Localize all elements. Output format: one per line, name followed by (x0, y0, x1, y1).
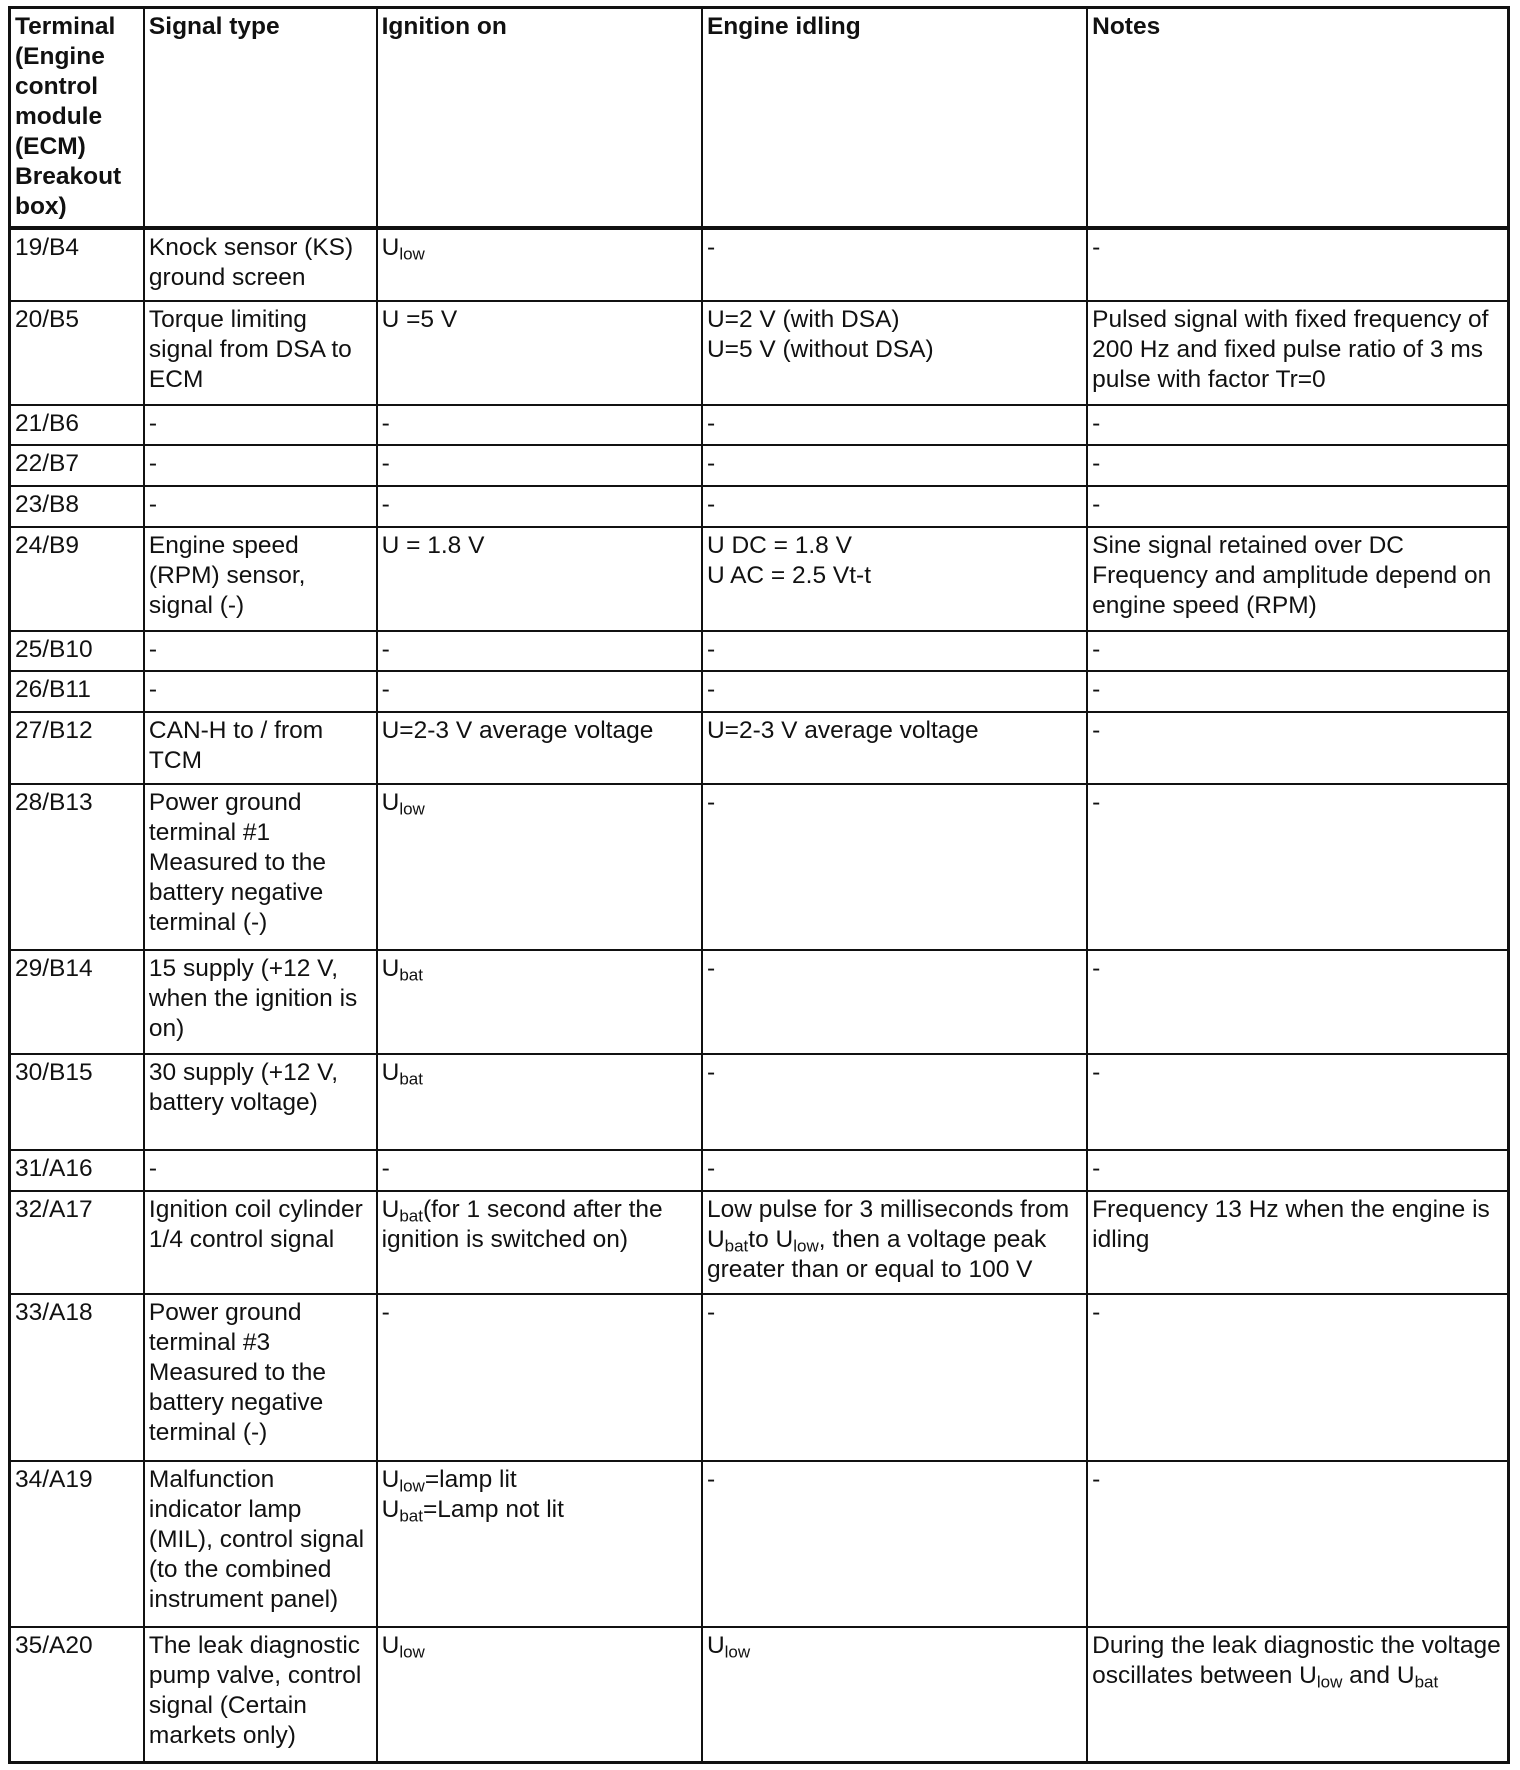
cell-idle: Low pulse for 3 milliseconds from $U_{bat}to$ $U_{low}$, then a voltage peak greater than or equal to 100 V (702, 1191, 1087, 1295)
cell-terminal: 23/B8 (10, 486, 144, 527)
header-row (10, 8, 1509, 229)
table-row (10, 1294, 1509, 1460)
cell-ignition: $U_{bat}(for$ 1 second after the ignition is switched on) (377, 1191, 702, 1295)
cell-ignition: $U_{low}$ (377, 1627, 702, 1763)
cell-idle: U=2 V (with DSA) U=5 V (without DSA) (702, 301, 1087, 405)
cell-terminal: 21/B6 (10, 405, 144, 446)
cell-signal: - (144, 486, 377, 527)
cell-idle: - (702, 405, 1087, 446)
cell-notes: - (1087, 631, 1508, 672)
cell-notes: - (1087, 1461, 1508, 1627)
cell-terminal: 31/A16 (10, 1150, 144, 1191)
cell-notes: - (1087, 671, 1508, 712)
cell-idle: - (702, 228, 1087, 301)
cell-ignition: $U_{bat}$ (377, 950, 702, 1054)
cell-ignition: $U_{bat}$ (377, 1054, 702, 1150)
cell-idle: U=2-3 V average voltage (702, 712, 1087, 784)
cell-ignition: $U_{low}$ (377, 228, 702, 301)
table-row (10, 486, 1509, 527)
table-row (10, 405, 1509, 446)
table-row (10, 712, 1509, 784)
cell-signal: - (144, 1150, 377, 1191)
cell-terminal: 29/B14 (10, 950, 144, 1054)
cell-idle: - (702, 784, 1087, 950)
cell-terminal: 25/B10 (10, 631, 144, 672)
cell-terminal: 24/B9 (10, 527, 144, 631)
terminal-table-wrapper (8, 6, 1510, 1764)
cell-notes: - (1087, 784, 1508, 950)
cell-signal: Power ground terminal #1 Measured to the battery negative terminal (-) (144, 784, 377, 950)
cell-notes: - (1087, 1150, 1508, 1191)
table-row (10, 950, 1509, 1054)
cell-idle: U DC = 1.8 V U AC = 2.5 Vt-t (702, 527, 1087, 631)
table-row (10, 1150, 1509, 1191)
cell-ignition: $U_{low}$ (377, 784, 702, 950)
header-notes: Notes (1087, 8, 1508, 229)
cell-notes: - (1087, 1054, 1508, 1150)
cell-terminal: 35/A20 (10, 1627, 144, 1763)
table-row (10, 1054, 1509, 1150)
cell-signal: Ignition coil cylinder 1/4 control signal (144, 1191, 377, 1295)
cell-notes: - (1087, 445, 1508, 486)
table-row (10, 1461, 1509, 1627)
cell-notes: Frequency 13 Hz when the engine is idling (1087, 1191, 1508, 1295)
table-row (10, 784, 1509, 950)
cell-terminal: 27/B12 (10, 712, 144, 784)
cell-terminal: 22/B7 (10, 445, 144, 486)
cell-ignition: - (377, 1294, 702, 1460)
cell-signal: Power ground terminal #3 Measured to the battery negative terminal (-) (144, 1294, 377, 1460)
table-row (10, 631, 1509, 672)
cell-ignition: - (377, 631, 702, 672)
cell-ignition: - (377, 445, 702, 486)
cell-notes: Pulsed signal with fixed frequency of 200 Hz and fixed pulse ratio of 3 ms pulse with factor Tr=0 (1087, 301, 1508, 405)
table-row (10, 1191, 1509, 1295)
cell-ignition: U =5 V (377, 301, 702, 405)
cell-idle: $U_{low}$ (702, 1627, 1087, 1763)
cell-notes: Sine signal retained over DC Frequency and amplitude depend on engine speed (RPM) (1087, 527, 1508, 631)
cell-signal: Knock sensor (KS) ground screen (144, 228, 377, 301)
cell-terminal: 20/B5 (10, 301, 144, 405)
cell-idle: - (702, 1150, 1087, 1191)
cell-terminal: 33/A18 (10, 1294, 144, 1460)
cell-idle: - (702, 1054, 1087, 1150)
header-engine-idling: Engine idling (702, 8, 1087, 229)
ecm-terminal-table (8, 6, 1510, 1764)
table-row (10, 1627, 1509, 1763)
cell-ignition: - (377, 405, 702, 446)
cell-terminal: 26/B11 (10, 671, 144, 712)
cell-idle: - (702, 950, 1087, 1054)
table-row (10, 527, 1509, 631)
cell-idle: - (702, 1294, 1087, 1460)
cell-signal: 30 supply (+12 V, battery voltage) (144, 1054, 377, 1150)
cell-idle: - (702, 445, 1087, 486)
cell-terminal: 30/B15 (10, 1054, 144, 1150)
cell-idle: - (702, 671, 1087, 712)
cell-notes: - (1087, 950, 1508, 1054)
header-signal-type: Signal type (144, 8, 377, 229)
cell-notes: - (1087, 712, 1508, 784)
table-row (10, 301, 1509, 405)
cell-signal: - (144, 631, 377, 672)
cell-terminal: 28/B13 (10, 784, 144, 950)
cell-terminal: 32/A17 (10, 1191, 144, 1295)
cell-ignition: - (377, 671, 702, 712)
cell-notes: - (1087, 228, 1508, 301)
cell-ignition: $U_{low}=lamp$ lit $U_{bat}=Lamp$ not lit (377, 1461, 702, 1627)
table-row (10, 228, 1509, 301)
cell-notes: - (1087, 486, 1508, 527)
cell-ignition: U=2-3 V average voltage (377, 712, 702, 784)
cell-notes: During the leak diagnostic the voltage oscillates between $U_{low}$ and $U_{bat}$ (1087, 1627, 1508, 1763)
cell-signal: - (144, 445, 377, 486)
cell-ignition: - (377, 486, 702, 527)
cell-idle: - (702, 631, 1087, 672)
cell-ignition: U = 1.8 V (377, 527, 702, 631)
header-terminal: Terminal (Engine control module (ECM) Breakout box) (10, 8, 144, 229)
cell-signal: Engine speed (RPM) sensor, signal (-) (144, 527, 377, 631)
cell-signal: Torque limiting signal from DSA to ECM (144, 301, 377, 405)
cell-signal: CAN-H to / from TCM (144, 712, 377, 784)
cell-idle: - (702, 486, 1087, 527)
cell-signal: - (144, 671, 377, 712)
cell-signal: 15 supply (+12 V, when the ignition is on) (144, 950, 377, 1054)
cell-notes: - (1087, 1294, 1508, 1460)
cell-signal: The leak diagnostic pump valve, control signal (Certain markets only) (144, 1627, 377, 1763)
cell-notes: - (1087, 405, 1508, 446)
cell-idle: - (702, 1461, 1087, 1627)
table-row (10, 445, 1509, 486)
cell-signal: Malfunction indicator lamp (MIL), control signal (to the combined instrument panel) (144, 1461, 377, 1627)
table-row (10, 671, 1509, 712)
cell-signal: - (144, 405, 377, 446)
cell-terminal: 34/A19 (10, 1461, 144, 1627)
header-ignition-on: Ignition on (377, 8, 702, 229)
cell-terminal: 19/B4 (10, 228, 144, 301)
cell-ignition: - (377, 1150, 702, 1191)
